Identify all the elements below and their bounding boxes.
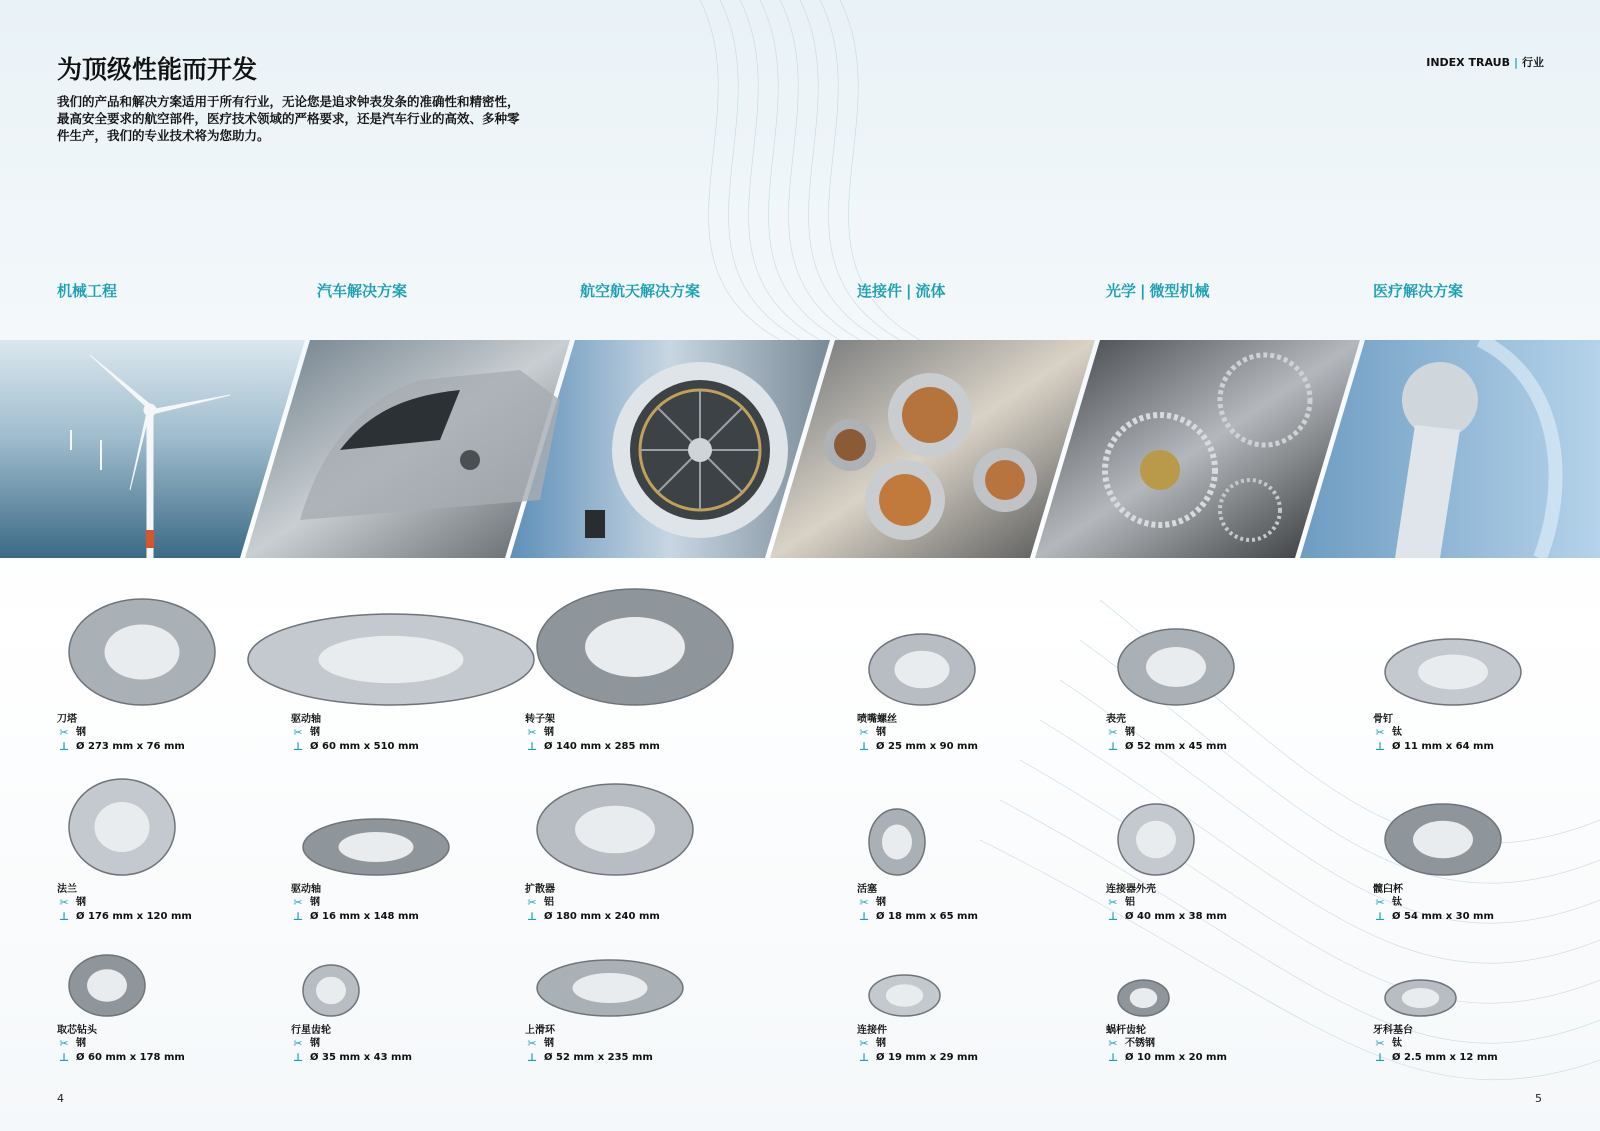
tool-icon: ✂ [1108, 726, 1118, 739]
part-name: 取芯钻头 [57, 1025, 97, 1036]
dimension-icon: ⊥ [292, 740, 304, 753]
dimension-icon: ⊥ [1374, 910, 1386, 923]
brand-name: INDEX TRAUB [1426, 56, 1510, 69]
brand-section: 行业 [1522, 56, 1544, 69]
part-name: 连接件 [857, 1025, 887, 1036]
part-material-value: 钢 [876, 727, 886, 738]
part-material [525, 726, 660, 740]
tool-icon: ✂ [859, 896, 869, 909]
part-material-value: 钢 [544, 727, 554, 738]
part-photo [67, 953, 147, 1018]
category-automotive: 汽车解决方案 [317, 282, 408, 300]
part-dimension [1106, 910, 1227, 924]
part-name: 驱动轴 [291, 884, 321, 895]
part-name: 蜗杆齿轮 [1106, 1025, 1146, 1036]
category-connectors-fluids: 连接件 | 流体 [857, 282, 946, 300]
part-dimension-value: Ø 40 mm x 38 mm [1125, 911, 1227, 922]
part-dimension-value: Ø 52 mm x 235 mm [544, 1052, 653, 1063]
part-name: 活塞 [857, 884, 877, 895]
part-dimension-value: Ø 52 mm x 45 mm [1125, 741, 1227, 752]
part-name: 喷嘴螺丝 [857, 714, 897, 725]
part-photo [867, 807, 927, 877]
dimension-icon: ⊥ [1107, 740, 1119, 753]
part-material [291, 896, 419, 910]
part-dimension [291, 1051, 412, 1065]
part-dimension-value: Ø 11 mm x 64 mm [1392, 741, 1494, 752]
part-material [525, 896, 660, 910]
part-name: 刀塔 [57, 714, 77, 725]
part-material [857, 896, 978, 910]
tool-icon: ✂ [59, 1037, 69, 1050]
tool-icon: ✂ [1108, 1037, 1118, 1050]
page-number-right: 5 [1535, 1092, 1542, 1105]
part-material-value: 钢 [310, 727, 320, 738]
part-photo [1116, 978, 1171, 1018]
dimension-icon: ⊥ [1374, 740, 1386, 753]
tool-icon: ✂ [1375, 896, 1385, 909]
tool-icon: ✂ [527, 1037, 537, 1050]
part-dimension-value: Ø 60 mm x 510 mm [310, 741, 419, 752]
part-photo [535, 958, 685, 1018]
part-name: 髋臼杯 [1373, 884, 1403, 895]
part-dimension [1373, 1051, 1498, 1065]
part-material-value: 钢 [544, 1038, 554, 1049]
page-headline: 为顶级性能而开发 [57, 55, 258, 84]
part-material-value: 钢 [876, 897, 886, 908]
part-name: 上滑环 [525, 1025, 555, 1036]
part-name: 法兰 [57, 884, 77, 895]
part-material [1106, 896, 1227, 910]
part-dimension [1373, 740, 1494, 754]
part-dimension-value: Ø 25 mm x 90 mm [876, 741, 978, 752]
part-item [57, 1024, 185, 1065]
category-medical: 医疗解决方案 [1373, 282, 1464, 300]
part-dimension [57, 740, 185, 754]
part-material [1373, 726, 1494, 740]
dimension-icon: ⊥ [58, 1051, 70, 1064]
part-photo [1116, 627, 1236, 707]
part-material-value: 钛 [1392, 897, 1402, 908]
part-photo [67, 597, 217, 707]
part-dimension [57, 910, 192, 924]
tool-icon: ✂ [859, 726, 869, 739]
part-material [291, 1037, 412, 1051]
part-item [1106, 1024, 1227, 1065]
part-dimension [525, 740, 660, 754]
part-photo [246, 612, 536, 707]
part-photo [535, 782, 695, 877]
part-material-value: 钢 [1125, 727, 1135, 738]
part-dimension-value: Ø 60 mm x 178 mm [76, 1052, 185, 1063]
part-name: 表壳 [1106, 714, 1126, 725]
part-item [291, 1024, 412, 1065]
dimension-icon: ⊥ [1107, 1051, 1119, 1064]
part-dimension-value: Ø 140 mm x 285 mm [544, 741, 660, 752]
part-dimension-value: Ø 54 mm x 30 mm [1392, 911, 1494, 922]
part-name: 转子架 [525, 714, 555, 725]
part-material-value: 不锈钢 [1125, 1038, 1155, 1049]
dimension-icon: ⊥ [526, 910, 538, 923]
part-item [291, 883, 419, 924]
part-dimension [525, 1051, 653, 1065]
part-material-value: 钢 [310, 1038, 320, 1049]
part-material [1106, 1037, 1227, 1051]
part-dimension [1106, 1051, 1227, 1065]
part-item [291, 713, 419, 754]
part-dimension-value: Ø 10 mm x 20 mm [1125, 1052, 1227, 1063]
part-photo [1383, 802, 1503, 877]
dimension-icon: ⊥ [58, 740, 70, 753]
dimension-icon: ⊥ [1107, 910, 1119, 923]
part-material [57, 1037, 185, 1051]
part-dimension [1373, 910, 1494, 924]
category-optics-micromechanics: 光学 | 微型机械 [1106, 282, 1210, 300]
part-item [525, 713, 660, 754]
part-dimension [525, 910, 660, 924]
part-name: 驱动轴 [291, 714, 321, 725]
part-dimension-value: Ø 2.5 mm x 12 mm [1392, 1052, 1498, 1063]
category-mechanical-engineering: 机械工程 [57, 282, 118, 300]
dimension-icon: ⊥ [1374, 1051, 1386, 1064]
part-material [57, 726, 185, 740]
dimension-icon: ⊥ [292, 910, 304, 923]
part-photo [1116, 802, 1196, 877]
part-photo [1383, 637, 1523, 707]
dimension-icon: ⊥ [292, 1051, 304, 1064]
tool-icon: ✂ [293, 896, 303, 909]
part-item [857, 883, 978, 924]
dimension-icon: ⊥ [858, 910, 870, 923]
tool-icon: ✂ [1375, 1037, 1385, 1050]
part-material-value: 钢 [76, 897, 86, 908]
part-material-value: 铝 [544, 897, 554, 908]
part-item [525, 883, 660, 924]
part-name: 连接器外壳 [1106, 884, 1156, 895]
part-dimension-value: Ø 18 mm x 65 mm [876, 911, 978, 922]
dimension-icon: ⊥ [526, 1051, 538, 1064]
part-material [1373, 896, 1494, 910]
part-material [57, 896, 192, 910]
part-name: 扩散器 [525, 884, 555, 895]
part-material-value: 铝 [1125, 897, 1135, 908]
industry-photo-banner [0, 340, 1600, 558]
tool-icon: ✂ [59, 896, 69, 909]
part-material-value: 钢 [76, 727, 86, 738]
part-dimension-value: Ø 273 mm x 76 mm [76, 741, 185, 752]
tool-icon: ✂ [1108, 896, 1118, 909]
part-photo [535, 587, 735, 707]
part-material-value: 钢 [76, 1038, 86, 1049]
tool-icon: ✂ [527, 896, 537, 909]
part-item [57, 883, 192, 924]
part-item [1106, 883, 1227, 924]
brand-header [1426, 54, 1544, 70]
part-photo [301, 963, 361, 1018]
part-dimension-value: Ø 19 mm x 29 mm [876, 1052, 978, 1063]
part-dimension [1106, 740, 1227, 754]
dimension-icon: ⊥ [58, 910, 70, 923]
part-dimension [291, 740, 419, 754]
part-item [1373, 1024, 1498, 1065]
part-dimension [857, 740, 978, 754]
part-photo [301, 817, 451, 877]
part-item [857, 1024, 978, 1065]
tool-icon: ✂ [527, 726, 537, 739]
part-photo [67, 777, 177, 877]
part-dimension-value: Ø 16 mm x 148 mm [310, 911, 419, 922]
part-dimension-value: Ø 176 mm x 120 mm [76, 911, 192, 922]
part-name: 牙科基台 [1373, 1025, 1413, 1036]
page-number-left: 4 [57, 1092, 64, 1105]
part-dimension-value: Ø 180 mm x 240 mm [544, 911, 660, 922]
part-item [857, 713, 978, 754]
part-photo [867, 632, 977, 707]
part-dimension [857, 910, 978, 924]
tool-icon: ✂ [59, 726, 69, 739]
part-item [1106, 713, 1227, 754]
part-material [525, 1037, 653, 1051]
part-dimension [57, 1051, 185, 1065]
dimension-icon: ⊥ [858, 1051, 870, 1064]
part-material [1373, 1037, 1498, 1051]
intro-paragraph: 我们的产品和解决方案适用于所有行业，无论您是追求钟表发条的准确性和精密性，最高安全要求的航空部件，医疗技术领域的严格要求，还是汽车行业的高效、多种零件生产，我们的专业技术将为您助力。 [57, 94, 520, 143]
part-dimension [857, 1051, 978, 1065]
tool-icon: ✂ [859, 1037, 869, 1050]
part-material [857, 726, 978, 740]
part-material [857, 1037, 978, 1051]
part-material-value: 钛 [1392, 727, 1402, 738]
dimension-icon: ⊥ [858, 740, 870, 753]
part-material-value: 钛 [1392, 1038, 1402, 1049]
part-photo [1383, 978, 1458, 1018]
tool-icon: ✂ [293, 1037, 303, 1050]
tool-icon: ✂ [293, 726, 303, 739]
part-dimension [291, 910, 419, 924]
tool-icon: ✂ [1375, 726, 1385, 739]
part-material [291, 726, 419, 740]
part-material-value: 钢 [876, 1038, 886, 1049]
part-name: 行星齿轮 [291, 1025, 331, 1036]
part-material-value: 钢 [310, 897, 320, 908]
part-item [525, 1024, 653, 1065]
part-item [1373, 883, 1494, 924]
category-aerospace: 航空航天解决方案 [580, 282, 701, 300]
part-item [57, 713, 185, 754]
part-item [1373, 713, 1494, 754]
dimension-icon: ⊥ [526, 740, 538, 753]
part-material [1106, 726, 1227, 740]
part-photo [867, 973, 942, 1018]
part-name: 骨钉 [1373, 714, 1393, 725]
brand-separator: | [1513, 56, 1518, 69]
part-dimension-value: Ø 35 mm x 43 mm [310, 1052, 412, 1063]
